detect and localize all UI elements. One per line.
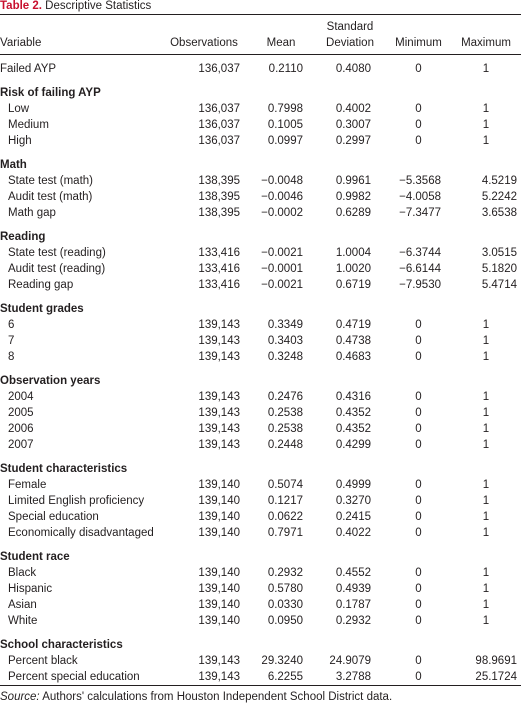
col-header-sd-line2: Deviation [326, 37, 374, 49]
descriptive-statistics-table [0, 15, 521, 685]
cell-mean: −0.0048 [261, 175, 303, 187]
table-row [0, 613, 521, 629]
cell-observations: 139,140 [198, 583, 240, 595]
cell-variable: Hispanic [8, 583, 53, 595]
cell-standard-deviation: 0.2415 [335, 511, 371, 523]
cell-observations: 136,037 [198, 63, 240, 75]
cell-mean: 0.3349 [267, 319, 303, 331]
cell-minimum: 0 [415, 567, 422, 579]
cell-maximum: 25.1724 [475, 671, 517, 683]
cell-minimum: 0 [415, 423, 422, 435]
cell-minimum: 0 [415, 615, 422, 627]
table-row [0, 437, 521, 453]
table-row [0, 509, 521, 525]
cell-observations: 136,037 [198, 119, 240, 131]
cell-observations: 138,395 [198, 191, 240, 203]
cell-mean: −0.0002 [261, 207, 303, 219]
cell-minimum: 0 [415, 671, 422, 683]
cell-variable: Black [8, 567, 37, 579]
cell-mean: 0.0997 [267, 135, 303, 147]
cell-standard-deviation: 0.6289 [335, 207, 371, 219]
cell-minimum: 0 [415, 495, 422, 507]
cell-variable: State test (math) [8, 175, 94, 187]
cell-standard-deviation: 0.3270 [335, 495, 371, 507]
cell-variable: 7 [8, 335, 15, 347]
cell-mean: 29.3240 [261, 655, 303, 667]
cell-mean: 0.1217 [267, 495, 303, 507]
cell-observations: 136,037 [198, 135, 240, 147]
cell-minimum: 0 [415, 319, 422, 331]
cell-observations: 136,037 [198, 103, 240, 115]
table-row [0, 277, 521, 293]
cell-observations: 139,140 [198, 495, 240, 507]
cell-standard-deviation: 0.1787 [335, 599, 371, 611]
cell-standard-deviation: 0.6719 [335, 279, 371, 291]
table-row [0, 133, 521, 149]
cell-maximum: 1 [482, 527, 490, 539]
cell-variable: 2006 [8, 423, 34, 435]
col-header-maximum: Maximum [451, 15, 521, 55]
cell-minimum: 0 [415, 135, 422, 147]
cell-mean: 0.1005 [267, 119, 303, 131]
cell-variable: 2007 [8, 439, 34, 451]
cell-standard-deviation: 0.9982 [335, 191, 371, 203]
cell-maximum: 1 [482, 583, 490, 595]
cell-variable: 6 [8, 319, 15, 331]
cell-maximum: 1 [482, 135, 490, 147]
section-label: Student characteristics [0, 463, 128, 475]
cell-standard-deviation: 0.4352 [335, 423, 371, 435]
cell-mean: 0.7998 [267, 103, 303, 115]
source-label: Source: [0, 691, 40, 703]
table-row [0, 205, 521, 221]
cell-minimum: −5.3568 [399, 175, 441, 187]
cell-variable: Audit test (reading) [8, 263, 106, 275]
table-title: Descriptive Statistics [45, 0, 152, 12]
section-label: Reading [0, 231, 46, 243]
cell-observations: 139,143 [198, 319, 240, 331]
cell-standard-deviation: 24.9079 [329, 655, 371, 667]
cell-variable: Special education [8, 511, 99, 523]
cell-variable: Limited English proficiency [8, 495, 145, 507]
section-label: Student grades [0, 303, 84, 315]
cell-standard-deviation: 0.3007 [335, 119, 371, 131]
cell-minimum: 0 [415, 511, 422, 523]
cell-maximum: 1 [482, 63, 490, 75]
cell-maximum: 98.9691 [475, 655, 517, 667]
cell-mean: 0.2932 [267, 567, 303, 579]
cell-minimum: 0 [415, 655, 422, 667]
section-header-row [0, 221, 521, 245]
cell-minimum: 0 [415, 599, 422, 611]
cell-minimum: 0 [415, 119, 422, 131]
cell-variable: Economically disadvantaged [8, 527, 154, 539]
cell-minimum: 0 [415, 583, 422, 595]
cell-maximum: 1 [482, 319, 490, 331]
cell-observations: 139,143 [198, 335, 240, 347]
cell-maximum: 5.2242 [481, 191, 517, 203]
cell-observations: 139,140 [198, 511, 240, 523]
section-header-row [0, 541, 521, 565]
cell-maximum: 3.6538 [481, 207, 517, 219]
table-row [0, 477, 521, 493]
section-label: School characteristics [0, 639, 123, 651]
cell-observations: 133,416 [198, 279, 240, 291]
cell-standard-deviation: 0.4683 [335, 351, 371, 363]
cell-variable: Female [8, 479, 47, 491]
cell-maximum: 1 [482, 599, 490, 611]
table-body [0, 55, 521, 686]
cell-mean: 0.7971 [267, 527, 303, 539]
cell-mean: 0.0622 [267, 511, 303, 523]
cell-standard-deviation: 0.4352 [335, 407, 371, 419]
cell-minimum: 0 [415, 103, 422, 115]
cell-standard-deviation: 1.0004 [335, 247, 371, 259]
cell-maximum: 1 [482, 103, 490, 115]
cell-observations: 139,143 [198, 655, 240, 667]
cell-mean: −0.0021 [261, 279, 303, 291]
cell-maximum: 1 [482, 439, 490, 451]
cell-maximum: 4.5219 [481, 175, 517, 187]
cell-variable: State test (reading) [8, 247, 106, 259]
cell-observations: 139,140 [198, 615, 240, 627]
cell-mean: 0.2110 [268, 63, 303, 75]
table-row [0, 349, 521, 365]
cell-variable: Medium [8, 119, 49, 131]
col-header-variable: Variable [0, 15, 160, 55]
table-row [0, 669, 521, 685]
cell-standard-deviation: 0.4738 [335, 335, 371, 347]
cell-variable: Math gap [8, 207, 56, 219]
cell-observations: 139,143 [198, 407, 240, 419]
cell-minimum: −7.9530 [399, 279, 441, 291]
cell-maximum: 5.1820 [481, 263, 517, 275]
cell-minimum: −6.3744 [399, 247, 441, 259]
cell-mean: 0.2448 [267, 439, 303, 451]
cell-minimum: −6.6144 [399, 263, 441, 275]
cell-minimum: 0 [415, 407, 422, 419]
cell-mean: 6.2255 [267, 671, 303, 683]
cell-maximum: 1 [482, 119, 490, 131]
table-row [0, 317, 521, 333]
table-number: Table 2. [0, 0, 42, 12]
table-row [0, 405, 521, 421]
table-row [0, 597, 521, 613]
table-row [0, 421, 521, 437]
cell-maximum: 5.4714 [481, 279, 517, 291]
table-caption [0, 0, 521, 15]
cell-standard-deviation: 0.4022 [335, 527, 371, 539]
cell-variable: 2005 [8, 407, 34, 419]
cell-minimum: 0 [415, 335, 422, 347]
col-header-standard-deviation [314, 15, 386, 55]
cell-standard-deviation: 0.4719 [335, 319, 371, 331]
section-header-row [0, 77, 521, 101]
cell-mean: 0.2476 [267, 391, 303, 403]
cell-maximum: 1 [482, 495, 490, 507]
source-text: Authors' calculations from Houston Independent School District data. [39, 691, 393, 703]
cell-observations: 139,143 [198, 423, 240, 435]
cell-minimum: −7.3477 [399, 207, 441, 219]
cell-minimum: −4.0058 [399, 191, 441, 203]
col-header-minimum: Minimum [386, 15, 451, 55]
cell-standard-deviation: 0.2932 [335, 615, 371, 627]
cell-minimum: 0 [415, 439, 422, 451]
cell-observations: 139,140 [198, 479, 240, 491]
cell-mean: 0.5780 [267, 583, 303, 595]
cell-observations: 138,395 [198, 207, 240, 219]
cell-mean: 0.2538 [267, 407, 303, 419]
cell-maximum: 1 [482, 479, 490, 491]
cell-minimum: 0 [415, 479, 422, 491]
cell-mean: 0.2538 [267, 423, 303, 435]
cell-observations: 138,395 [198, 175, 240, 187]
cell-variable: Asian [8, 599, 37, 611]
section-label: Observation years [0, 375, 101, 387]
section-label: Student race [0, 551, 70, 563]
cell-standard-deviation: 0.4939 [335, 583, 371, 595]
table-row [0, 117, 521, 133]
section-header-row [0, 453, 521, 477]
cell-observations: 133,416 [198, 263, 240, 275]
table-row [0, 493, 521, 509]
cell-observations: 139,140 [198, 599, 240, 611]
cell-mean: 0.0950 [267, 615, 303, 627]
table-row [0, 261, 521, 277]
cell-standard-deviation: 0.4002 [335, 103, 371, 115]
cell-observations: 139,140 [198, 567, 240, 579]
section-header-row [0, 293, 521, 317]
cell-observations: 139,143 [198, 351, 240, 363]
cell-standard-deviation: 0.4316 [335, 391, 371, 403]
cell-standard-deviation: 0.4552 [335, 567, 371, 579]
cell-standard-deviation: 0.2997 [335, 135, 371, 147]
cell-mean: 0.3403 [267, 335, 303, 347]
cell-observations: 139,143 [198, 391, 240, 403]
cell-mean: 0.3248 [267, 351, 303, 363]
cell-minimum: 0 [415, 351, 422, 363]
cell-standard-deviation: 1.0020 [335, 263, 371, 275]
cell-variable: Failed AYP [0, 63, 57, 75]
cell-maximum: 1 [482, 407, 490, 419]
cell-variable: 8 [8, 351, 15, 363]
cell-observations: 139,140 [198, 527, 240, 539]
cell-observations: 139,143 [198, 439, 240, 451]
section-label: Math [0, 159, 27, 171]
table-row [0, 55, 521, 78]
cell-variable: White [8, 615, 38, 627]
cell-maximum: 1 [482, 335, 490, 347]
cell-standard-deviation: 0.4999 [335, 479, 371, 491]
section-header-row [0, 629, 521, 653]
table-row [0, 333, 521, 349]
cell-mean: −0.0001 [261, 263, 303, 275]
table-footer [0, 685, 521, 704]
cell-standard-deviation: 0.4299 [335, 439, 371, 451]
cell-variable: Percent special education [8, 671, 140, 683]
cell-mean: 0.5074 [267, 479, 303, 491]
table-row [0, 173, 521, 189]
cell-observations: 133,416 [198, 247, 240, 259]
section-header-row [0, 149, 521, 173]
col-header-observations: Observations [160, 15, 248, 55]
col-header-sd-line1: Standard [326, 21, 374, 33]
cell-variable: Reading gap [8, 279, 74, 291]
cell-standard-deviation: 0.4080 [335, 63, 371, 75]
cell-maximum: 1 [482, 567, 490, 579]
table-row [0, 101, 521, 117]
cell-variable: High [8, 135, 32, 147]
cell-maximum: 3.0515 [481, 247, 517, 259]
table-row [0, 245, 521, 261]
cell-mean: −0.0046 [261, 191, 303, 203]
cell-maximum: 1 [482, 615, 490, 627]
cell-variable: 2004 [8, 391, 34, 403]
cell-mean: 0.0330 [267, 599, 303, 611]
cell-standard-deviation: 3.2788 [335, 671, 371, 683]
cell-maximum: 1 [482, 423, 490, 435]
table-row [0, 189, 521, 205]
cell-minimum: 0 [415, 63, 422, 75]
table-row [0, 525, 521, 541]
header-row [0, 15, 521, 55]
cell-maximum: 1 [482, 391, 490, 403]
section-label: Risk of failing AYP [0, 87, 101, 99]
section-header-row [0, 365, 521, 389]
cell-observations: 139,143 [198, 671, 240, 683]
cell-variable: Audit test (math) [8, 191, 93, 203]
cell-maximum: 1 [482, 511, 490, 523]
cell-variable: Percent black [8, 655, 78, 667]
cell-maximum: 1 [482, 351, 490, 363]
cell-variable: Low [8, 103, 30, 115]
table-row [0, 581, 521, 597]
cell-minimum: 0 [415, 527, 422, 539]
cell-minimum: 0 [415, 391, 422, 403]
table-row [0, 653, 521, 669]
cell-standard-deviation: 0.9961 [335, 175, 371, 187]
table-row [0, 565, 521, 581]
table-row [0, 389, 521, 405]
col-header-mean: Mean [248, 15, 314, 55]
cell-mean: −0.0021 [261, 247, 303, 259]
